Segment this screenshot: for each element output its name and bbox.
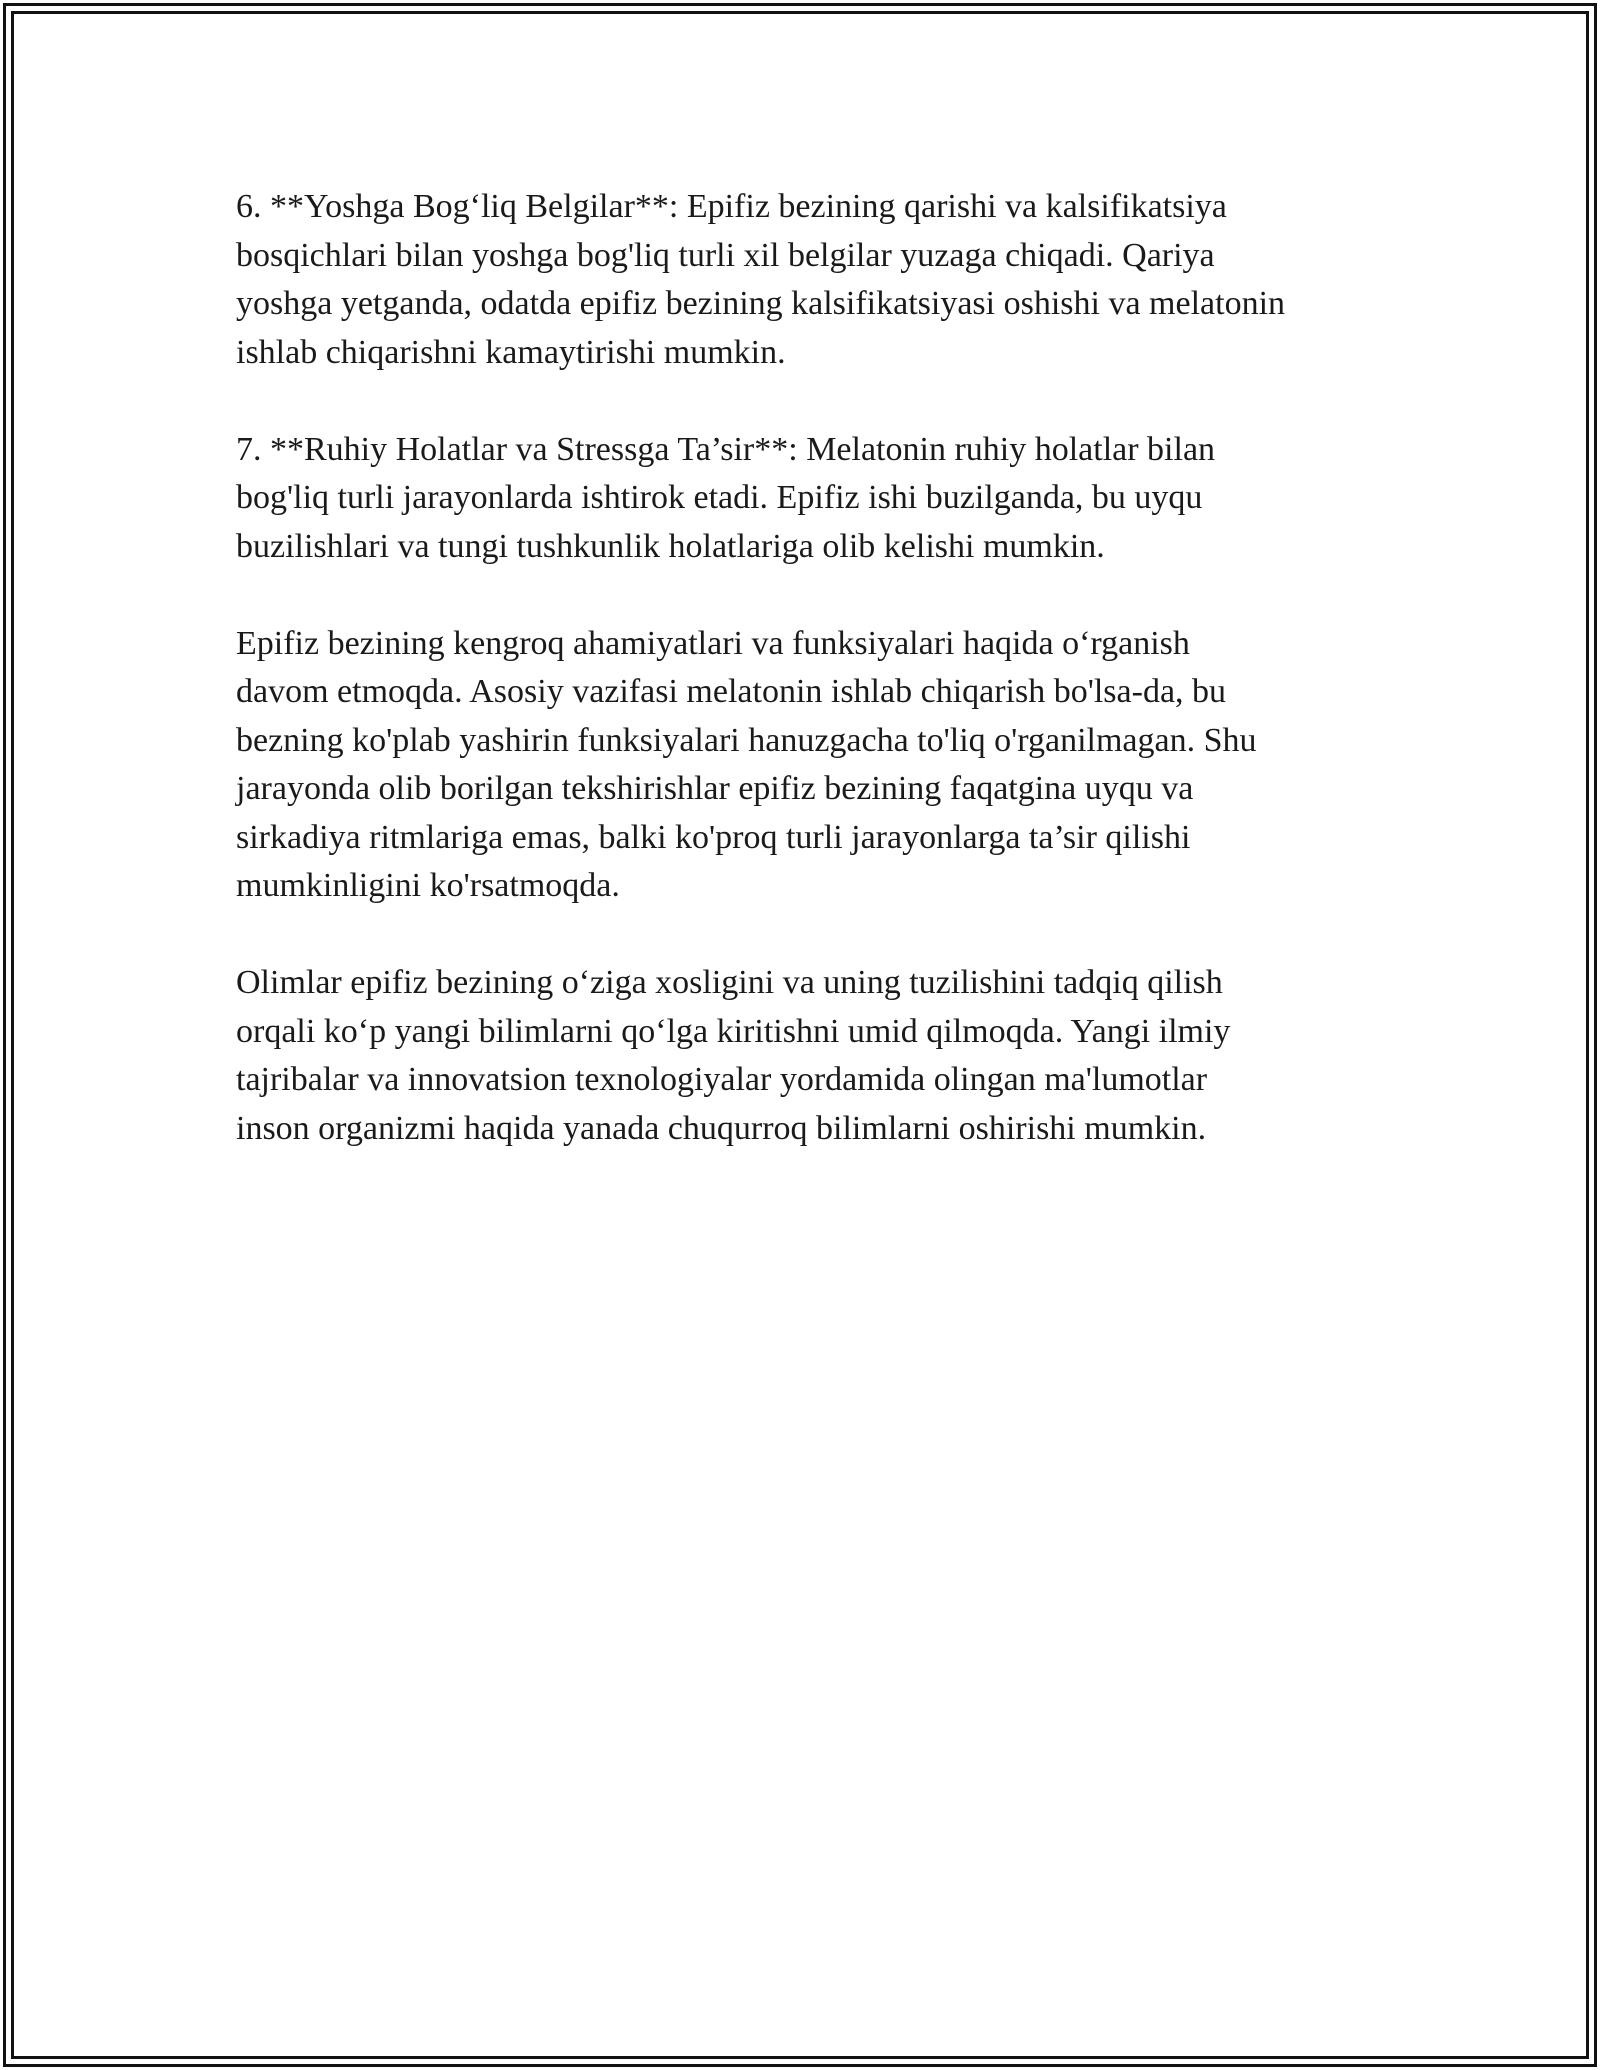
text-line: yoshga yetganda, odatda epifiz bezining kalsifikatsiyasi oshishi va melatonin xyxy=(236,285,1286,322)
text-line: bosqichlari bilan yoshga bog'liq turli xil belgilar yuzaga chiqadi. Qariya xyxy=(236,236,1215,274)
text-line: sirkadiya ritmlariga emas, balki ko'proq turli jarayonlarga ta’sir qilishi xyxy=(236,818,1191,856)
text-line: inson organizmi haqida yanada chuqurroq bilimlarni oshirishi mumkin. xyxy=(236,1109,1207,1147)
text-line: Olimlar epifiz bezining o‘ziga xosligini va uning tuzilishini tadqiq qilish xyxy=(236,964,1223,1001)
text-line: tajribalar va innovatsion texnologiyalar yordamida olingan ma'lumotlar xyxy=(236,1061,1208,1098)
text-line: ishlab chiqarishni kamaytirishi mumkin. xyxy=(236,333,786,371)
text-line: bezning ko'plab yashirin funksiyalari hanuzgacha to'liq o'rganilmagan. Shu xyxy=(236,721,1257,759)
paragraph-mental-states-stress xyxy=(236,426,1396,572)
text-line: jarayonda olib borilgan tekshirishlar epifiz bezining faqatgina uyqu va xyxy=(236,770,1194,807)
text-line: 6. **Yoshga Bog‘liq Belgilar**: Epifiz bezining qarishi va kalsifikatsiya xyxy=(236,188,1227,225)
paragraph-broader-functions xyxy=(236,620,1396,911)
paragraph-age-related-signs xyxy=(236,183,1396,377)
text-line: mumkinligini ko'rsatmoqda. xyxy=(236,867,620,904)
document-body xyxy=(236,183,1396,1202)
text-line: buzilishlari va tungi tushkunlik holatlariga olib kelishi mumkin. xyxy=(236,527,1105,565)
text-line: 7. **Ruhiy Holatlar va Stressga Ta’sir**: Melatonin ruhiy holatlar bilan xyxy=(236,430,1216,468)
text-line: bog'liq turli jarayonlarda ishtirok etadi. Epifiz ishi buzilganda, bu uyqu xyxy=(236,479,1203,516)
paragraph-scientists-research xyxy=(236,959,1396,1153)
text-line: davom etmoqda. Asosiy vazifasi melatonin ishlab chiqarish bo'lsa-da, bu xyxy=(236,673,1227,710)
text-line: orqali ko‘p yangi bilimlarni qo‘lga kiritishni umid qilmoqda. Yangi ilmiy xyxy=(236,1012,1231,1050)
text-line: Epifiz bezining kengroq ahamiyatlari va funksiyalari haqida o‘rganish xyxy=(236,624,1190,662)
